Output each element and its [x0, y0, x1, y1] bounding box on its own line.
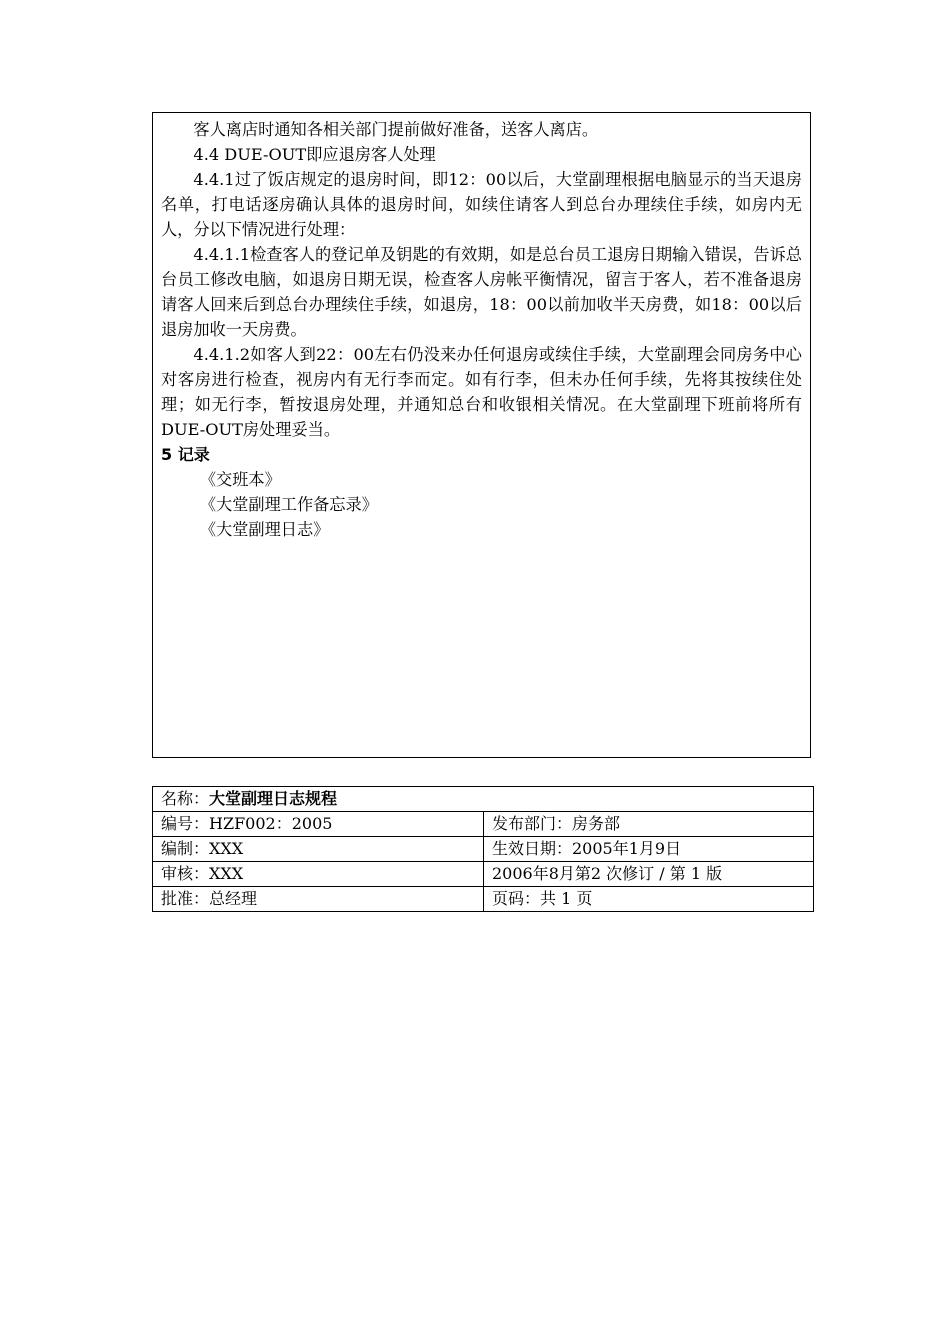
paragraph: 4.4.1.1检查客人的登记单及钥匙的有效期，如是总台员工退房日期输入错误，告诉总台员工修改电脑，如退房日期无误，检查客人房帐平衡情况，留言于客人，若不准备退房请客人回来后到总台办理续住手续，如退房，18：00以前加收半天房费，如18：00以后退房加收一天房费。 — [161, 245, 802, 339]
effective-date-cell: 生效日期：2005年1月9日 — [484, 837, 814, 862]
paragraph: 4.4.1.2如客人到22：00左右仍没来办任何退房或续住手续，大堂副理会同房务中心对客房进行检查，视房内有无行李而定。如有行李，但未办任何手续，先将其按续住处理；如无行李，暂按退房处理，并通知总台和收银相关情况。在大堂副理下班前将所有DUE-OUT房处理妥当。 — [161, 345, 802, 439]
record-item: 《大堂副理日志》 — [199, 520, 330, 539]
table-row — [153, 812, 814, 837]
paragraph: 4.4 DUE-OUT即应退房客人处理 — [193, 145, 436, 164]
table-row — [153, 787, 814, 812]
doc-number-cell: 编号：HZF002：2005 — [153, 812, 484, 837]
compiled-by-cell: 编制：XXX — [153, 837, 484, 862]
document-name-cell — [153, 787, 814, 812]
record-item: 《大堂副理工作备忘录》 — [199, 495, 378, 514]
name-label: 名称： — [161, 789, 210, 808]
document-info-table — [152, 786, 814, 912]
document-title: 大堂副理日志规程 — [209, 789, 338, 808]
paragraph: 4.4.1过了饭店规定的退房时间，即12：00以后，大堂副理根据电脑显示的当天退房名单，打电话逐房确认具体的退房时间，如续住请客人到总台办理续住手续，如房内无人，分以下情况进行处理： — [161, 170, 802, 239]
page-count-cell: 页码：共 1 页 — [484, 887, 814, 912]
approved-by-cell: 批准：总经理 — [153, 887, 484, 912]
paragraph: 客人离店时通知各相关部门提前做好准备，送客人离店。 — [193, 120, 599, 139]
record-item: 《交班本》 — [199, 470, 281, 489]
procedure-content-box — [152, 112, 811, 758]
section-heading-records: 5 记录 — [161, 445, 210, 464]
issuing-department-cell: 发布部门：房务部 — [484, 812, 814, 837]
reviewed-by-cell: 审核：XXX — [153, 862, 484, 887]
revision-cell: 2006年8月第2 次修订 / 第 1 版 — [484, 862, 814, 887]
table-row — [153, 887, 814, 912]
table-row — [153, 862, 814, 887]
table-row — [153, 837, 814, 862]
